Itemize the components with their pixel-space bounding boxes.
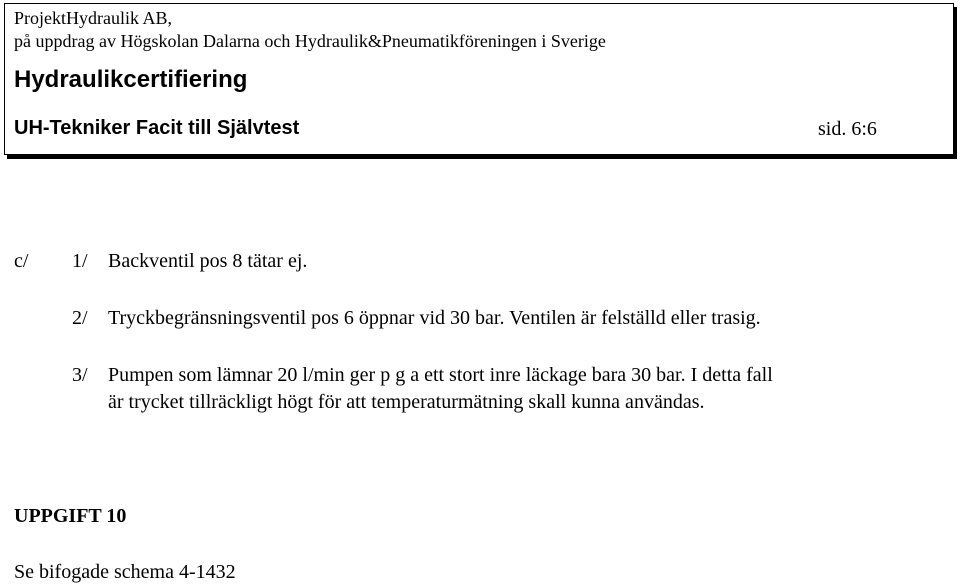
company-name: ProjektHydraulik AB, [14,8,172,28]
certification-title: Hydraulikcertifiering [14,66,248,93]
answer-item-text-continued: är trycket tillräckligt högt för att temperaturmätning skall kunna användas. [108,391,705,413]
document-subtitle: UH-Tekniker Facit till Självtest [14,117,300,139]
answer-item-number: 3/ [72,364,88,386]
answer-label: c/ [14,250,29,272]
page-number: sid. 6:6 [818,118,877,140]
answer-item-number: 1/ [72,250,88,272]
answer-item-text: Backventil pos 8 tätar ej. [108,250,308,272]
answer-item-text: Pumpen som lämnar 20 l/min ger p g a ett stort inre läckage bara 30 bar. I detta fall [108,364,773,386]
schema-reference: Se bifogade schema 4-1432 [14,561,236,583]
answer-item-number: 2/ [72,307,88,329]
answer-item-text: Tryckbegränsningsventil pos 6 öppnar vid 30 bar. Ventilen är felställd eller trasig. [108,307,761,329]
commission-line: på uppdrag av Högskolan Dalarna och Hydraulik&Pneumatikföreningen i Sverige [14,31,606,51]
task-heading: UPPGIFT 10 [14,505,127,527]
